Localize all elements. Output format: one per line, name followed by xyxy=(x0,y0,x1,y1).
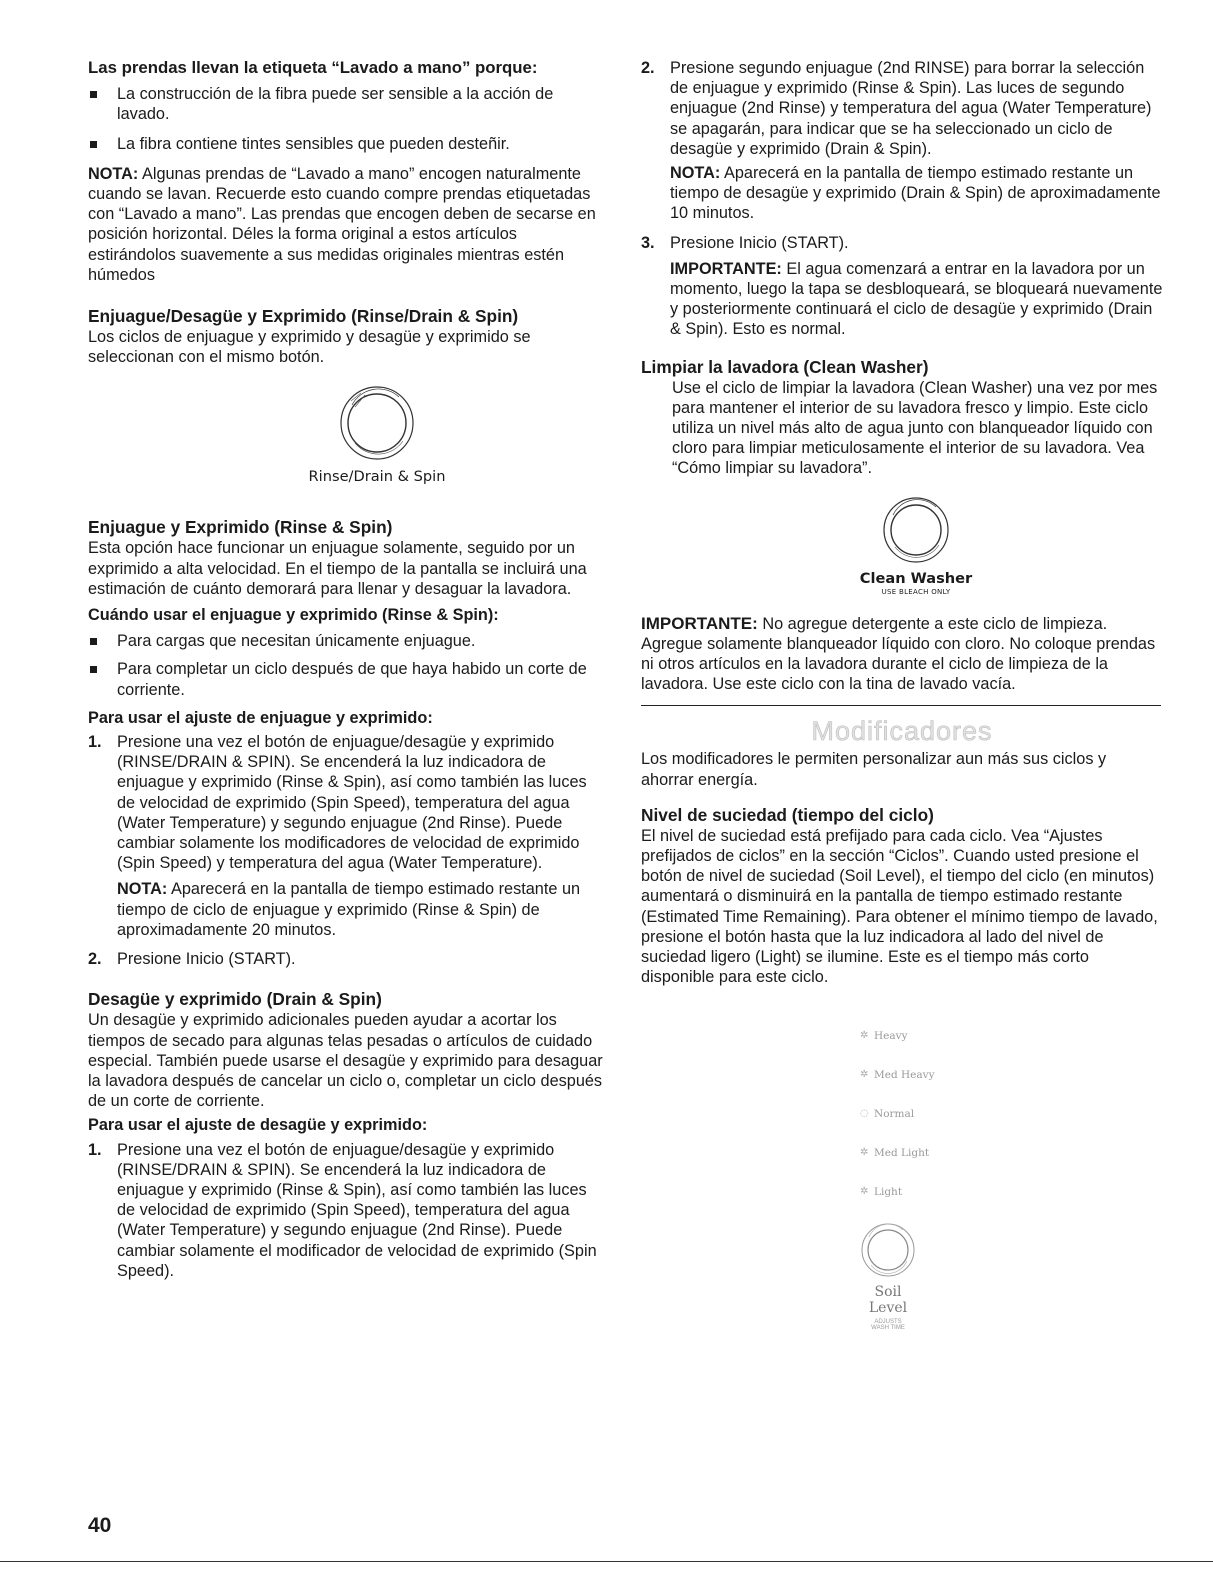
rinse-drain-heading: Enjuague/Desagüe y Exprimido (Rinse/Drain & Spin) xyxy=(88,306,519,327)
soil-level-heavy xyxy=(860,1030,970,1069)
clean-washer-knob-sub: USE BLEACH ONLY xyxy=(881,587,951,596)
soil-level-label: Med Light xyxy=(874,1147,930,1159)
handwash-note xyxy=(88,164,606,285)
note-label: NOTA: xyxy=(88,164,139,183)
soil-level-med-light xyxy=(860,1147,970,1186)
step-text: Presione una vez el botón de enjuague/desagüe y exprimido (RINSE/DRAIN & SPIN). Se encenderá la luz indicadora de enjuague y exprimido (Rinse & Spin), así como también las luces de velocidad de exprimido (Spin Speed), temperatura del agua (Water Temperature) y segundo enjuague (2nd Rinse). Puede cambiar solamente el modificador de velocidad de exprimido (Spin Speed). xyxy=(117,1140,597,1280)
rinse-spin-use-heading: Para usar el ajuste de enjuague y exprimido: xyxy=(88,708,433,727)
step-note xyxy=(670,163,1163,224)
step-note xyxy=(117,879,606,940)
list-item: La fibra contiene tintes sensibles que pueden desteñir. xyxy=(88,134,606,154)
clean-important xyxy=(641,614,1163,695)
indicator-light-icon: ◌ xyxy=(860,1108,869,1119)
right-column xyxy=(641,58,1163,988)
soil-level-knob-icon xyxy=(859,1221,917,1279)
step-number: 2. xyxy=(641,59,655,77)
step-text: Presione segundo enjuague (2nd RINSE) para borrar la selección de enjuague y exprimido (Rinse & Spin). Las luces de segundo enjuague (2nd Rinse) y temperatura del agua (Water Temperature) se apagarán, para indicar que se ha seleccionado un ciclo de desagüe y exprimido (Drain & Spin). xyxy=(670,59,1152,158)
list-item: Para completar un ciclo después de que haya habido un corte de corriente. xyxy=(88,659,606,699)
rinse-spin-when-bullets xyxy=(88,631,606,700)
important-label: IMPORTANTE: xyxy=(670,259,782,278)
list-item: La construcción de la fibra puede ser sensible a la acción de lavado. xyxy=(88,84,606,124)
rinse-spin-text: Esta opción hace funcionar un enjuague solamente, seguido por un exprimido a alta velocidad. En el tiempo de la pantalla se incluirá una estimación de cuánto demorará para llenar y desaguar la lavadora. xyxy=(88,539,587,598)
drain-spin-heading: Desagüe y exprimido (Drain & Spin) xyxy=(88,989,382,1010)
step-number: 2. xyxy=(88,950,102,969)
important-label: IMPORTANTE: xyxy=(641,613,758,633)
step-text: Presione Inicio (START). xyxy=(117,950,296,969)
soil-level-label: Light xyxy=(874,1186,903,1198)
indicator-light-icon: ✲ xyxy=(860,1069,869,1080)
rinse-spin-when-heading: Cuándo usar el enjuague y exprimido (Rinse & Spin): xyxy=(88,606,499,625)
list-item xyxy=(641,58,1163,224)
clean-washer-heading: Limpiar la lavadora (Clean Washer) xyxy=(641,356,929,377)
clean-washer-knob xyxy=(641,495,1163,596)
soil-level-label: Med Heavy xyxy=(874,1069,935,1081)
important-text: El agua comenzará a entrar en la lavadora por un momento, luego la tapa se desbloqueará, se bloqueará nuevamente y posteriormente continuará el ciclo de desagüe y exprimido (Drain & Spin). Esto es normal. xyxy=(670,259,1163,339)
soil-level-med-heavy xyxy=(860,1069,970,1108)
soil-knob-sub: WASH TIME xyxy=(871,1325,905,1331)
list-item xyxy=(88,1140,606,1281)
modifiers-title: Modificadores xyxy=(811,716,993,747)
important-text: No agregue detergente a este ciclo de limpieza. Agregue solamente blanqueador líquido con cloro. No coloque prendas ni otros artículos en la lavadora durante el ciclo de limpieza de la lavadora. Use este ciclo con la tina de lavado vacía. xyxy=(641,614,1156,694)
drain-spin-steps-continued xyxy=(641,58,1163,340)
step-number: 1. xyxy=(88,1140,102,1159)
indicator-light-icon: ✲ xyxy=(860,1030,869,1041)
step-text: Presione Inicio (START). xyxy=(670,233,849,252)
indicator-light-icon: ✲ xyxy=(860,1147,869,1158)
soil-level-label: Normal xyxy=(874,1108,915,1120)
rinse-drain-knob-icon xyxy=(337,383,417,463)
rinse-drain-knob-label: Rinse/Drain & Spin xyxy=(308,468,446,486)
soil-level-graphic xyxy=(860,1030,970,1331)
handwash-bullets xyxy=(88,84,606,154)
soil-level-text: El nivel de suciedad está prefijado para cada ciclo. Vea “Ajustes prefijados de ciclos” en la sección “Ciclos”. Cuando usted presione el botón de nivel de suciedad (Soil Level), el tiempo del ciclo (en minutos) aumentará o disminuirá en la pantalla de tiempo estimado restante (Estimated Time Remaining). Para obtener el mínimo tiempo de lavado, presione el botón hasta que la luz indicadora al lado del nivel de suciedad ligero (Light) se ilumine. Este es el tiempo más corto disponible para este ciclo. xyxy=(641,826,1158,987)
soil-level-label: Heavy xyxy=(874,1030,908,1042)
soil-knob-label: Level xyxy=(868,1300,908,1316)
page-number: 40 xyxy=(88,1514,112,1537)
note-text: Aparecerá en la pantalla de tiempo estimado restante un tiempo de desagüe y exprimido (Drain & Spin) de aproximadamente 10 minutos. xyxy=(670,164,1161,223)
list-item xyxy=(88,949,606,969)
left-column xyxy=(88,58,606,1281)
rinse-spin-heading: Enjuague y Exprimido (Rinse & Spin) xyxy=(88,517,393,538)
step-number: 1. xyxy=(88,733,102,752)
handwash-heading: Las prendas llevan la etiqueta “Lavado a mano” porque: xyxy=(88,58,538,77)
list-item xyxy=(641,233,1163,340)
clean-washer-text: Use el ciclo de limpiar la lavadora (Clean Washer) una vez por mes para mantener el interior de su lavadora fresco y limpio. Este ciclo utiliza un nivel más alto de agua junto con blanqueador líquido con cloro para limpiar meticulosamente el interior de su lavadora. Vea “Cómo limpiar su lavadora”. xyxy=(672,378,1158,478)
step-number: 3. xyxy=(641,233,655,252)
soil-level-heading: Nivel de suciedad (tiempo del ciclo) xyxy=(641,804,934,825)
clean-washer-body xyxy=(641,378,1163,479)
footer-divider xyxy=(0,1561,1213,1562)
soil-level-light xyxy=(860,1186,970,1225)
soil-knob-label: Soil xyxy=(874,1284,902,1300)
clean-washer-knob-label: Clean Washer xyxy=(859,569,973,587)
soil-knob-sub: ADJUSTS xyxy=(874,1319,902,1325)
soil-level-knob xyxy=(858,1221,918,1331)
list-item: Para cargas que necesitan únicamente enjuague. xyxy=(88,631,606,651)
soil-level-normal xyxy=(860,1108,970,1147)
indicator-light-icon: ✲ xyxy=(860,1186,869,1197)
rinse-drain-text: Los ciclos de enjuague y exprimido y desagüe y exprimido se seleccionan con el mismo botón. xyxy=(88,328,531,367)
modifiers-text: Los modificadores le permiten personalizar aun más sus ciclos y ahorrar energía. xyxy=(641,750,1107,789)
drain-spin-text: Un desagüe y exprimido adicionales pueden ayudar a acortar los tiempos de secado para algunas telas pesadas o artículos de cuidado especial. También puede usarse el desagüe y exprimido para desaguar la lavadora después de cancelar un ciclo o, completar un ciclo después de un corte de corriente. xyxy=(88,1011,603,1111)
note-label: NOTA: xyxy=(670,164,721,183)
rinse-spin-steps xyxy=(88,732,606,969)
rinse-drain-knob xyxy=(88,383,606,486)
drain-spin-use-heading: Para usar el ajuste de desagüe y exprimido: xyxy=(88,1116,428,1135)
section-divider xyxy=(641,705,1161,706)
note-text: Aparecerá en la pantalla de tiempo estimado restante un tiempo de ciclo de enjuague y exprimido (Rinse & Spin) de aproximadamente 20 minutos. xyxy=(117,880,581,939)
list-item xyxy=(88,732,606,940)
drain-spin-steps xyxy=(88,1140,606,1281)
clean-washer-knob-icon xyxy=(881,495,951,565)
step-text: Presione una vez el botón de enjuague/desagüe y exprimido (RINSE/DRAIN & SPIN). Se encenderá la luz indicadora de enjuague y exprimido (Rinse & Spin), así como también las luces de velocidad de exprimido (Spin Speed), temperatura del agua (Water Temperature) y segundo enjuague (2nd Rinse). Puede cambiar solamente los modificadores de velocidad de exprimido (Spin Speed) y temperatura del agua (Water Temperature). xyxy=(117,733,587,873)
note-text: Algunas prendas de “Lavado a mano” encogen naturalmente cuando se lavan. Recuerde esto cuando compre prendas etiquetadas con “Lavado a mano”. Las prendas que encogen deben de secarse en posición horizontal. Déles la forma original a estos artículos estirándolos suavemente a sus medidas originales mientras estén húmedos xyxy=(88,164,596,284)
step-important xyxy=(670,259,1163,340)
note-label: NOTA: xyxy=(117,880,168,899)
